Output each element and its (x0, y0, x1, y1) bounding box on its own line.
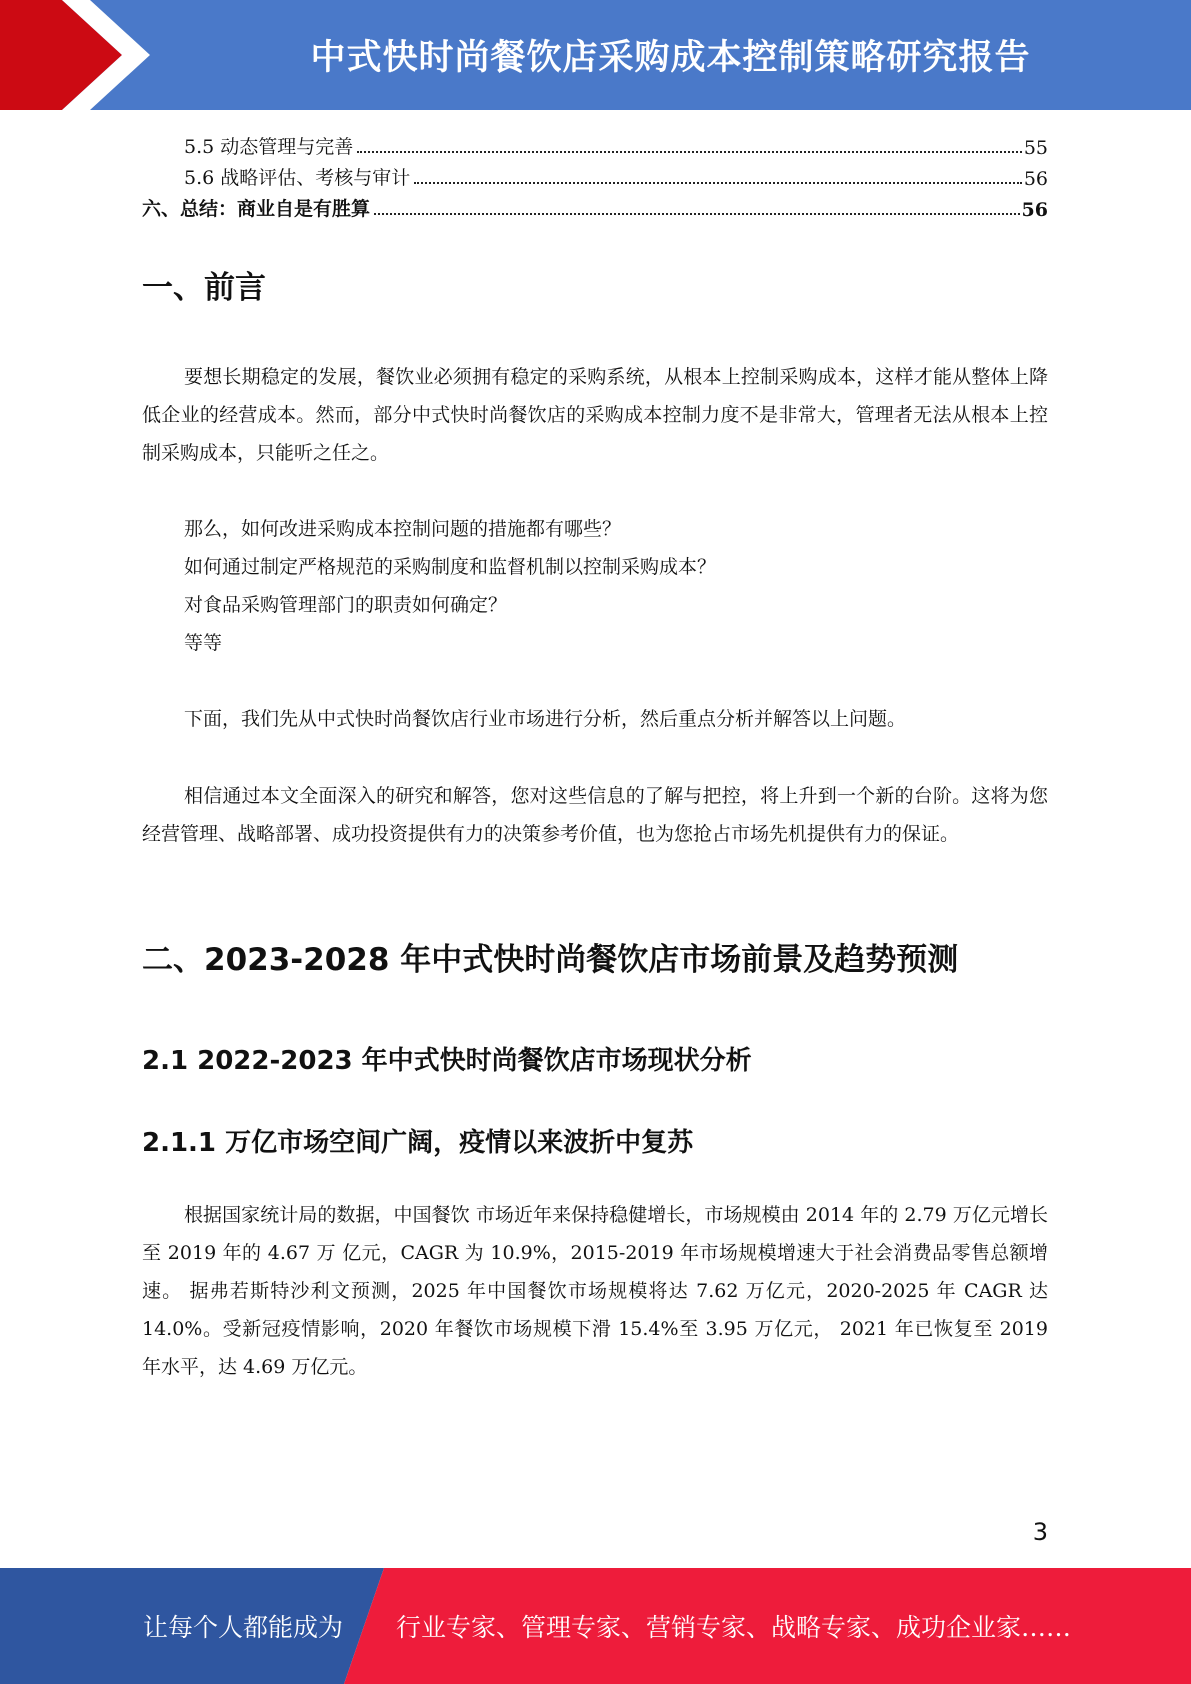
toc-entry-page: 55 (1023, 137, 1048, 159)
toc-leader-dots (374, 212, 1020, 215)
toc-entry[interactable] (142, 128, 1048, 159)
toc-leader-dots (414, 181, 1022, 184)
header-chevron-decoration (0, 0, 160, 110)
question-item: 那么，如何改进采购成本控制问题的措施都有哪些？ (184, 518, 622, 540)
question-item: 如何通过制定严格规范的采购制度和监督机制以控制采购成本？ (184, 556, 717, 578)
footer-slogan-left: 让每个人都能成为 (143, 1613, 344, 1642)
header-banner (0, 0, 1191, 110)
question-list (184, 510, 716, 662)
question-item: 等等 (184, 632, 223, 654)
page-number: 3 (1032, 1518, 1048, 1546)
subsubsection-heading: 2.1.1 万亿市场空间广阔，疫情以来波折中复苏 (142, 1128, 694, 1158)
section-heading-preface: 一、前言 (142, 270, 266, 306)
toc-entry[interactable] (142, 159, 1048, 190)
body-paragraph: 根据国家统计局的数据，中国餐饮 市场近年来保持稳健增长，市场规模由 2014 年的 2.79 万亿元增长至 2019 年的 4.67 万 亿元，CAGR 为 10.9%，2015-2019 年市场规模增速大于社会消费品零售总额增速。 据弗若斯特沙利文预测，2025 年中国餐饮市场规模将达 7.62 万亿元，2020-2025 年 CAGR 达 14.0%。受新冠疫情影响，2020 年餐饮市场规模下滑 15.4%至 3.95 万亿元， 2021 年已恢复至 2019 年水平，达 4.69 万亿元。 (142, 1204, 1048, 1378)
toc-entry-label: 5.6 战略评估、考核与审计 (184, 167, 411, 189)
toc-entry[interactable] (142, 190, 1048, 221)
toc-entry-label: 5.5 动态管理与完善 (184, 136, 354, 158)
toc-entry-page: 56 (1021, 199, 1048, 221)
section-heading-market-outlook: 二、2023-2028 年中式快时尚餐饮店市场前景及趋势预测 (142, 942, 959, 978)
subsection-heading: 2.1 2022-2023 年中式快时尚餐饮店市场现状分析 (142, 1046, 752, 1076)
body-paragraph: 下面，我们先从中式快时尚餐饮店行业市场进行分析，然后重点分析并解答以上问题。 (184, 708, 907, 730)
body-paragraph: 相信通过本文全面深入的研究和解答，您对这些信息的了解与把控，将上升到一个新的台阶。这将为您经营管理、战略部署、成功投资提供有力的决策参考价值，也为您抢占市场先机提供有力的保证。 (142, 785, 1048, 845)
table-of-contents (142, 128, 1048, 221)
toc-entry-label: 六、总结：商业自是有胜算 (142, 198, 371, 220)
toc-leader-dots (357, 150, 1022, 153)
body-paragraph: 要想长期稳定的发展，餐饮业必须拥有稳定的采购系统，从根本上控制采购成本，这样才能从整体上降低企业的经营成本。然而，部分中式快时尚餐饮店的采购成本控制力度不是非常大，管理者无法从根本上控制采购成本，只能听之任之。 (142, 366, 1048, 464)
report-title: 中式快时尚餐饮店采购成本控制策略研究报告 (310, 38, 1031, 78)
footer-slogan-right: 行业专家、管理专家、营销专家、战略专家、成功企业家…… (396, 1613, 1072, 1642)
footer-banner (0, 1568, 1191, 1684)
toc-entry-page: 56 (1023, 168, 1048, 190)
question-item: 对食品采购管理部门的职责如何确定？ (184, 594, 508, 616)
